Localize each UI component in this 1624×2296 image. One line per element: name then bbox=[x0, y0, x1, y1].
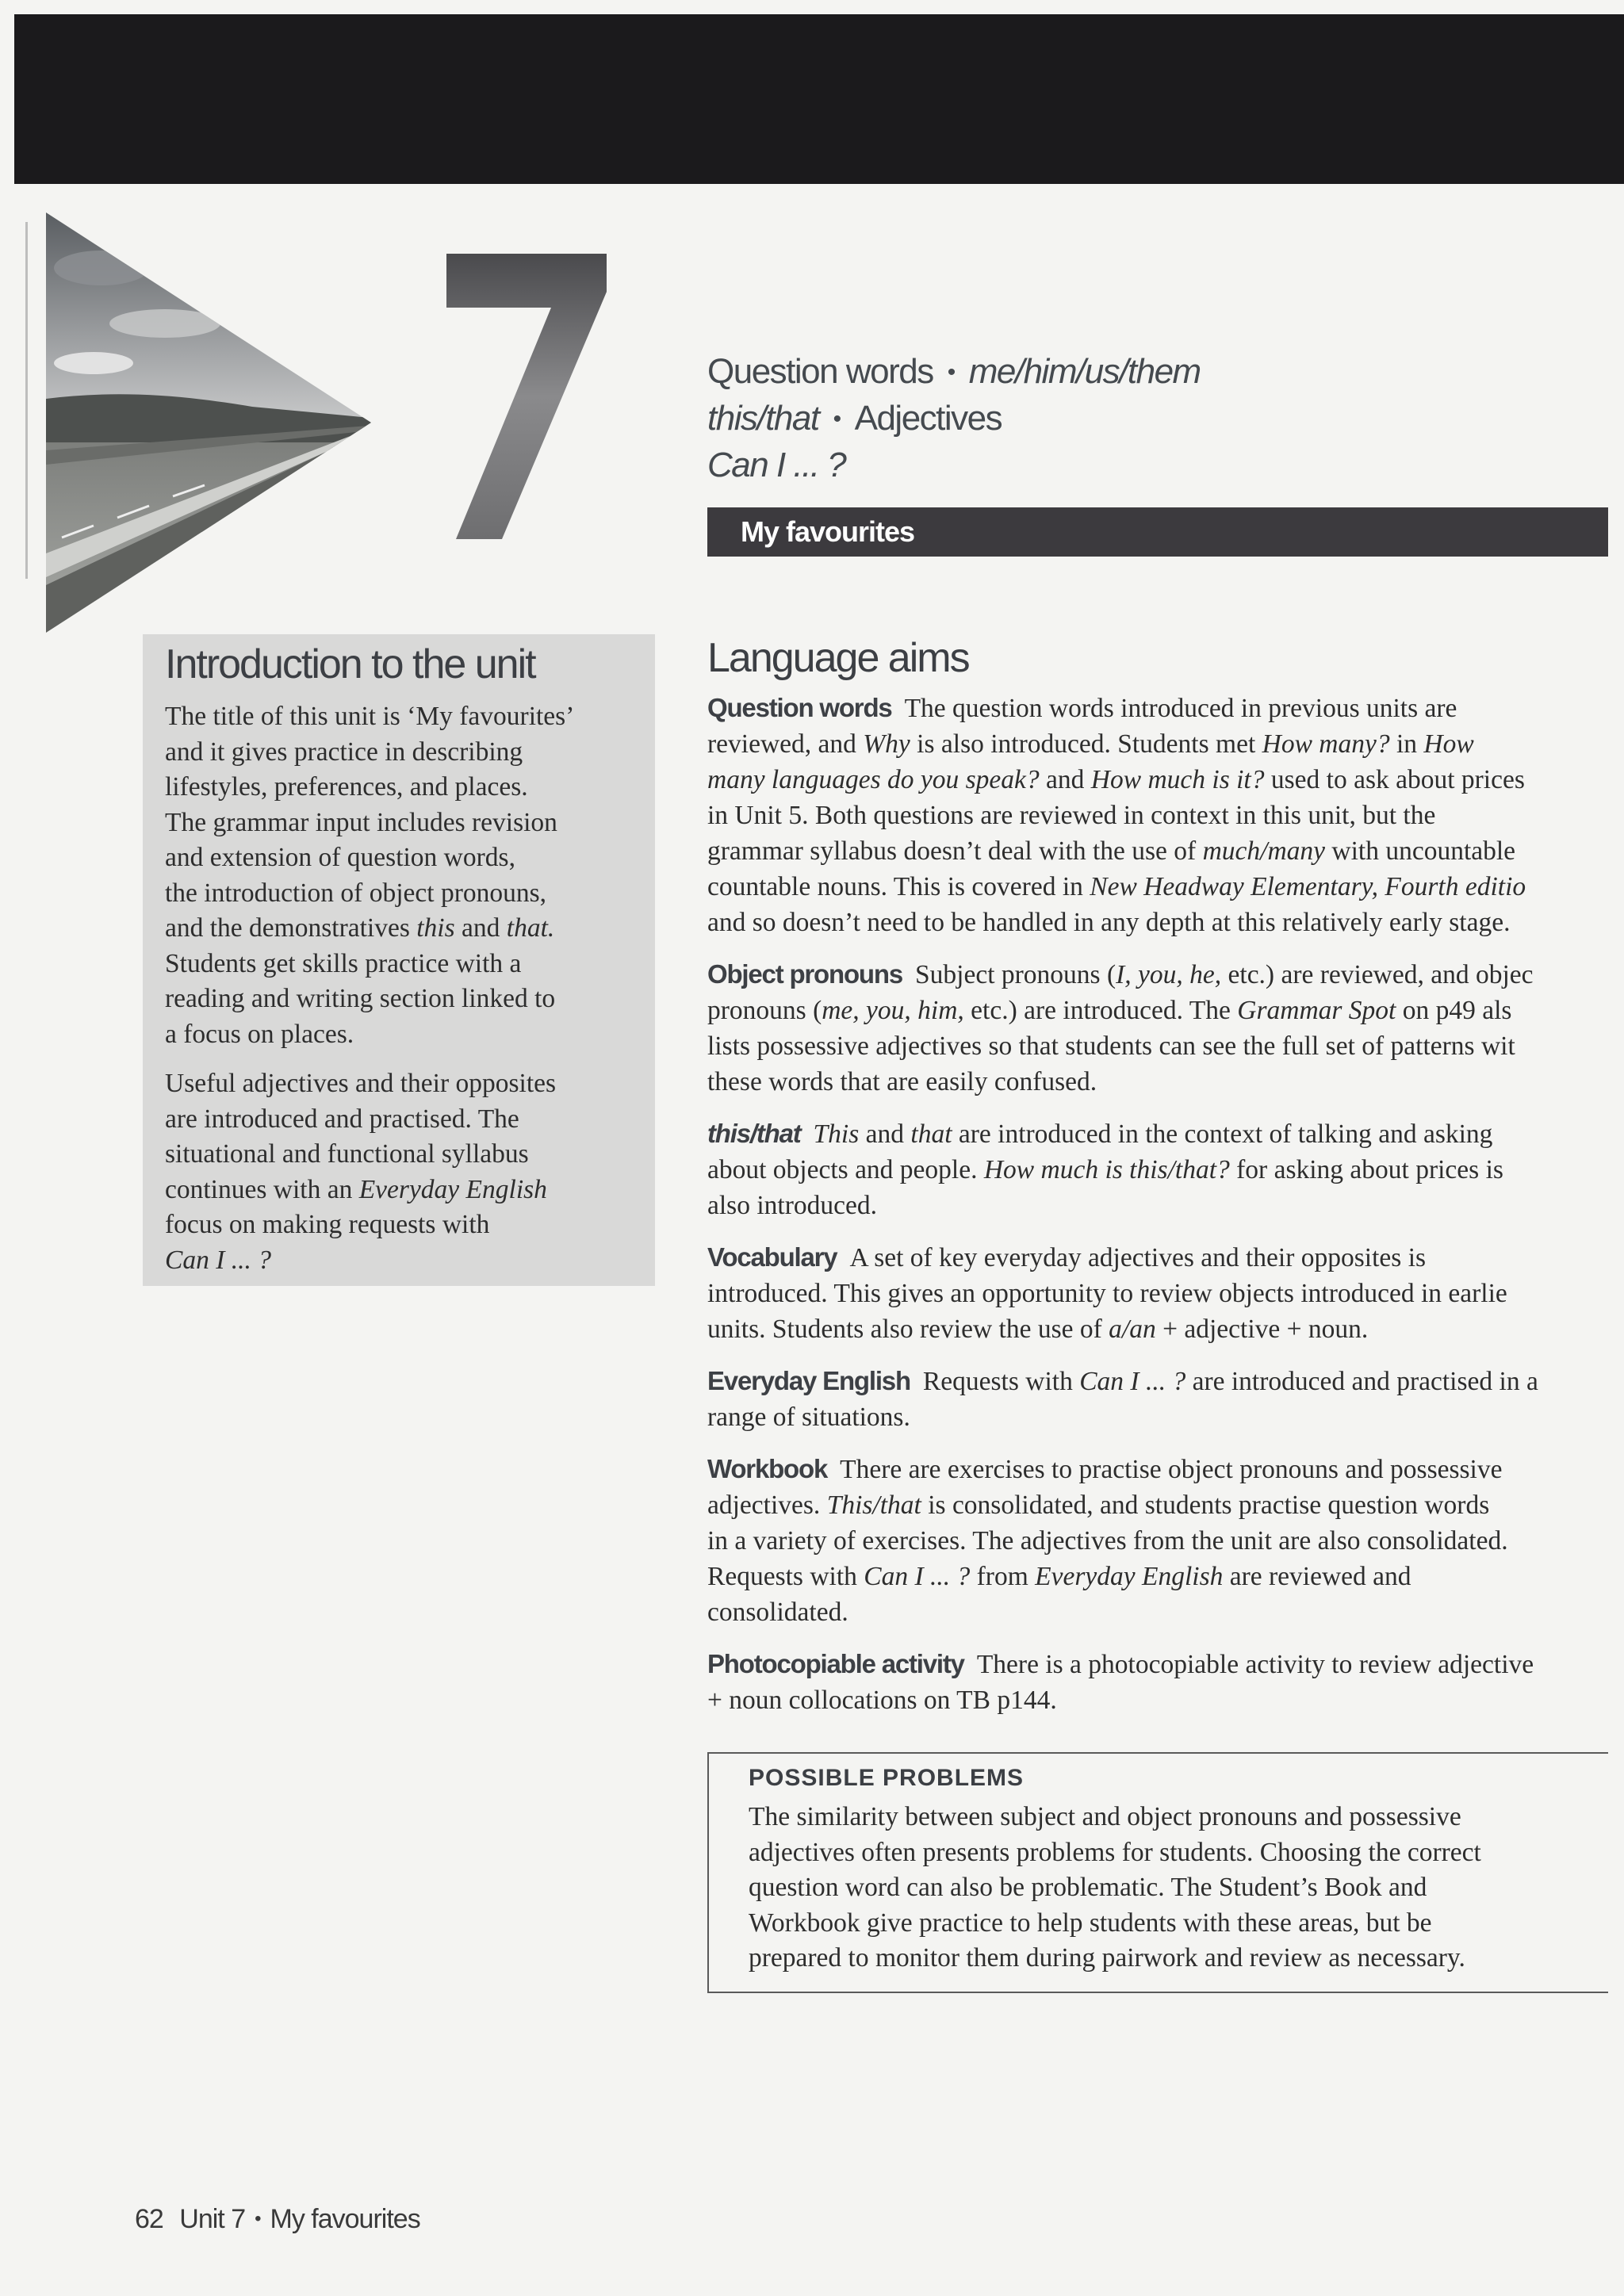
text-line: are introduced and practised. The bbox=[165, 1104, 519, 1134]
bullet: • bbox=[255, 2208, 261, 2229]
text-line: focus on making requests with bbox=[165, 1210, 490, 1239]
text-italic: Can I ... ? bbox=[1079, 1367, 1186, 1396]
text-line: and so doesn’t need to be handled in any depth at this relatively early stage. bbox=[707, 908, 1511, 937]
text-line: introduced. This gives an opportunity to review objects introduced in earlie bbox=[707, 1279, 1507, 1308]
aims-everyday-english bbox=[707, 1363, 1602, 1435]
text-italic: How much is it? bbox=[1090, 765, 1265, 794]
text-line: about objects and people. bbox=[707, 1155, 984, 1184]
text-line: The similarity between subject and object pronouns and possessive bbox=[749, 1802, 1461, 1831]
text-line: Students get skills practice with a bbox=[165, 948, 522, 978]
topics-line-3 bbox=[707, 442, 1580, 488]
text-line: is also introduced. Students met bbox=[910, 729, 1262, 759]
text-line: these words that are easily confused. bbox=[707, 1067, 1097, 1096]
text-line: reviewed, and bbox=[707, 729, 864, 759]
left-margin-rule bbox=[25, 222, 28, 579]
text-line: lifestyles, preferences, and places. bbox=[165, 772, 528, 802]
bullet: • bbox=[947, 359, 955, 385]
text-line: pronouns ( bbox=[707, 996, 822, 1025]
text-italic: Why bbox=[863, 729, 910, 759]
text-line: are introduced and practised in a bbox=[1185, 1367, 1538, 1396]
text-line: A set of key everyday adjectives and their opposites is bbox=[849, 1243, 1427, 1272]
intro-heading: Introduction to the unit bbox=[165, 641, 535, 687]
text-line: lists possessive adjectives so that students can see the full set of patterns wit bbox=[707, 1031, 1515, 1061]
text-line: continues with an bbox=[165, 1174, 359, 1204]
text-line: situational and functional syllabus bbox=[165, 1139, 529, 1169]
section-label: Object pronouns bbox=[707, 959, 903, 989]
language-aims bbox=[707, 634, 1602, 1734]
possible-problems-box bbox=[707, 1752, 1608, 1993]
text-line: Workbook give practice to help students with these areas, but be bbox=[749, 1908, 1432, 1938]
page-footer bbox=[135, 2204, 420, 2235]
text-italic: many languages do you speak? bbox=[707, 765, 1040, 794]
text-line: and bbox=[454, 913, 507, 943]
section-label: Question words bbox=[707, 693, 892, 722]
text-line: adjectives often presents problems for students. Choosing the correct bbox=[749, 1837, 1481, 1867]
text-italic: How many? bbox=[1262, 729, 1390, 759]
introduction-box bbox=[143, 634, 655, 1286]
topics-line-2 bbox=[707, 396, 1580, 442]
text-line: adjectives. bbox=[707, 1490, 827, 1520]
text-line: There is a photocopiable activity to review adjective bbox=[976, 1650, 1534, 1679]
text-italic: Everyday English bbox=[358, 1174, 547, 1204]
aims-vocabulary bbox=[707, 1239, 1602, 1347]
page-number: 62 bbox=[135, 2204, 163, 2234]
text-italic: I, you, he, bbox=[1116, 960, 1222, 989]
text-line: a focus on places. bbox=[165, 1019, 354, 1049]
text-line: + adjective + noun. bbox=[1155, 1314, 1369, 1344]
text-line: units. Students also review the use of bbox=[707, 1314, 1109, 1344]
text-line: grammar syllabus doesn’t deal with the use of bbox=[707, 836, 1203, 866]
unit-title-band bbox=[707, 507, 1608, 557]
footer-title: My favourites bbox=[270, 2204, 420, 2234]
text-italic: much/many bbox=[1202, 836, 1326, 866]
text-line: countable nouns. This is covered in bbox=[707, 872, 1090, 901]
text-line: for asking about prices is bbox=[1229, 1155, 1503, 1184]
text-italic: Grammar Spot bbox=[1237, 996, 1396, 1025]
topic-adjectives: Adjectives bbox=[854, 399, 1002, 438]
aims-this-that bbox=[707, 1115, 1602, 1223]
text-line: and extension of question words, bbox=[165, 843, 515, 872]
text-italic: Everyday English bbox=[1035, 1562, 1224, 1591]
text-line: The question words introduced in previous units are bbox=[904, 694, 1457, 723]
text-line: on p49 als bbox=[1396, 996, 1512, 1025]
text-italic: New Headway Elementary, Fourth editio bbox=[1090, 872, 1526, 901]
top-dark-band bbox=[14, 14, 1624, 184]
text-line: The grammar input includes revision bbox=[165, 807, 557, 837]
section-label: Photocopiable activity bbox=[707, 1649, 964, 1678]
topic-object-pronouns: me/him/us/them bbox=[968, 352, 1201, 391]
text-italic: How much is this/that? bbox=[983, 1155, 1230, 1184]
intro-paragraph-1 bbox=[165, 699, 636, 1052]
section-label: this/that bbox=[707, 1119, 801, 1148]
problems-text bbox=[749, 1800, 1608, 1976]
text-line: are reviewed and bbox=[1223, 1562, 1411, 1591]
topics-line-1 bbox=[707, 349, 1580, 396]
text-line: etc.) are introduced. The bbox=[963, 996, 1238, 1025]
footer-unit: Unit 7 bbox=[179, 2204, 246, 2234]
text-italic: How bbox=[1423, 729, 1474, 759]
text-line: with uncountable bbox=[1325, 836, 1516, 866]
text-line: range of situations. bbox=[707, 1402, 910, 1432]
text-line: consolidated. bbox=[707, 1598, 848, 1627]
aims-object-pronouns bbox=[707, 956, 1602, 1100]
text-line: in Unit 5. Both questions are reviewed in context in this unit, but the bbox=[707, 801, 1436, 830]
text-line: from bbox=[970, 1562, 1036, 1591]
text-italic: that bbox=[910, 1119, 952, 1149]
aims-heading: Language aims bbox=[707, 635, 969, 681]
unit-number-graphic bbox=[440, 254, 607, 539]
problems-heading: POSSIBLE PROBLEMS bbox=[749, 1765, 1025, 1791]
text-line: and bbox=[859, 1119, 911, 1149]
text-line: in a variety of exercises. The adjectives from the unit are also consolidated. bbox=[707, 1526, 1508, 1556]
text-line: The title of this unit is ‘My favourites’ bbox=[165, 702, 575, 731]
text-line: question word can also be problematic. The Student’s Book and bbox=[749, 1873, 1427, 1902]
text-line: and bbox=[1039, 765, 1091, 794]
text-line: and the demonstratives bbox=[165, 913, 417, 943]
text-line: in bbox=[1389, 729, 1424, 759]
text-italic: Can I ... ? bbox=[165, 1245, 271, 1275]
topic-this-that: this/that bbox=[707, 399, 819, 438]
text-line: Useful adjectives and their opposites bbox=[165, 1069, 557, 1098]
text-line: etc.) are reviewed, and objec bbox=[1221, 960, 1534, 989]
aims-question-words bbox=[707, 690, 1602, 940]
landscape-arrow-photo bbox=[46, 212, 379, 633]
text-line: Requests with bbox=[707, 1562, 864, 1591]
intro-paragraph-2 bbox=[165, 1066, 636, 1278]
text-italic: This/that bbox=[826, 1490, 921, 1520]
section-label: Workbook bbox=[707, 1454, 828, 1483]
text-line: + noun collocations on TB p144. bbox=[707, 1686, 1057, 1715]
text-line: used to ask about prices bbox=[1264, 765, 1525, 794]
text-line: There are exercises to practise object pronouns and possessive bbox=[840, 1455, 1503, 1484]
aims-workbook bbox=[707, 1451, 1602, 1630]
text-italic: Can I ... ? bbox=[864, 1562, 971, 1591]
text-italic: a/an bbox=[1109, 1314, 1156, 1344]
text-italic: this bbox=[416, 913, 455, 943]
topic-question-words: Question words bbox=[707, 352, 933, 391]
text-line: is consolidated, and students practise question words bbox=[921, 1490, 1490, 1520]
text-italic: me, you, him, bbox=[822, 996, 964, 1025]
text-line: prepared to monitor them during pairwork and review as necessary. bbox=[749, 1943, 1465, 1973]
section-label: Vocabulary bbox=[707, 1242, 837, 1272]
section-label: Everyday English bbox=[707, 1366, 910, 1395]
text-line: also introduced. bbox=[707, 1191, 877, 1220]
text-line: are introduced in the context of talking and asking bbox=[952, 1119, 1493, 1149]
text-line: reading and writing section linked to bbox=[165, 984, 556, 1013]
text-line: and it gives practice in describing bbox=[165, 737, 523, 767]
text-italic: This bbox=[813, 1119, 860, 1149]
text-italic: that. bbox=[506, 913, 555, 943]
text-line: the introduction of object pronouns, bbox=[165, 878, 547, 908]
text-line: Requests with bbox=[922, 1367, 1080, 1396]
aims-photocopiable-activity bbox=[707, 1646, 1602, 1718]
topic-can-i: Can I ... ? bbox=[707, 446, 846, 484]
bullet: • bbox=[833, 406, 841, 432]
unit-title: My favourites bbox=[741, 515, 915, 548]
text-line: Subject pronouns ( bbox=[915, 960, 1116, 989]
unit-topics bbox=[707, 349, 1580, 488]
